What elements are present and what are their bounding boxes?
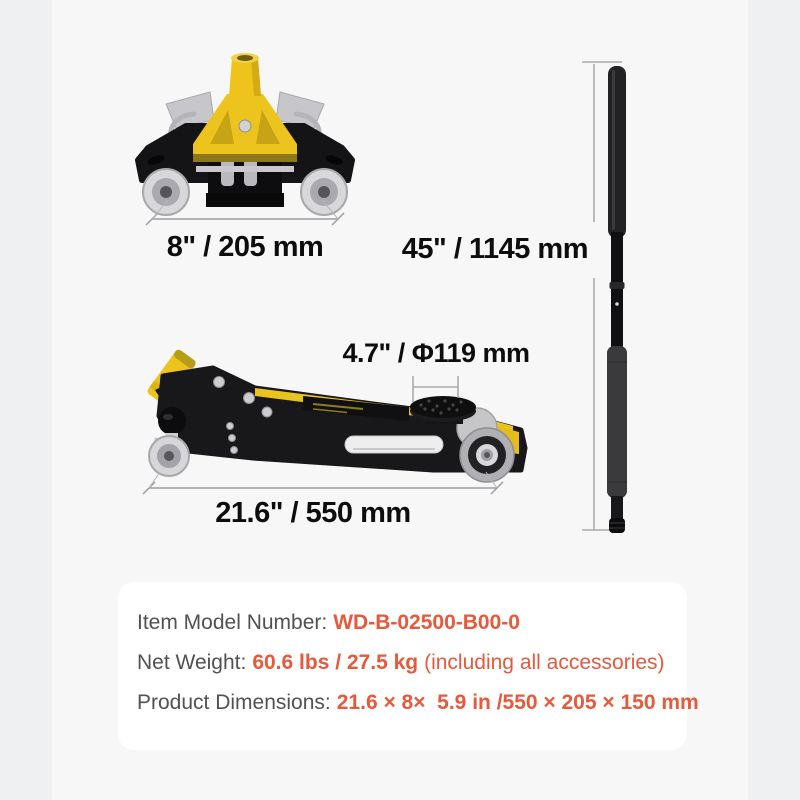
jack-length-dimension-label: 21.6" / 550 mm — [215, 497, 411, 529]
spec-label-product-dimensions: Product Dimensions: — [137, 691, 331, 714]
handle-pole — [607, 66, 627, 533]
spec-card — [118, 582, 699, 750]
front-lift-tube — [229, 53, 261, 96]
spec-label-net-weight: Net Weight: — [137, 651, 247, 674]
handle-length-dimension-label: 45" / 1145 mm — [401, 233, 588, 265]
spec-label-model-number: Item Model Number: — [137, 611, 328, 634]
spec-value-product-dimensions: 21.6 × 8× 5.9 in /550 × 205 × 150 mm — [336, 691, 699, 714]
jack-front-view-illustration — [130, 48, 360, 228]
spec-value-net-weight: 60.6 lbs / 27.5 kg — [252, 651, 419, 674]
spec-row-product-dimensions — [137, 691, 699, 715]
spec-row-model-number — [137, 611, 669, 635]
jack-side-view-illustration — [133, 348, 538, 498]
saddle-diameter-dimension-label: 4.7" / Φ119 mm — [342, 338, 530, 368]
side-front-caster — [149, 407, 189, 476]
spec-row-net-weight — [137, 651, 669, 675]
length-dimension-line — [143, 472, 503, 494]
spec-suffix-net-weight: (including all accessories) — [424, 651, 665, 674]
handle-illustration — [578, 52, 640, 542]
front-width-dimension-label: 8" / 205 mm — [166, 231, 324, 263]
side-handle-slot — [345, 436, 443, 453]
spec-value-model-number: WD-B-02500-B00-0 — [333, 611, 520, 634]
